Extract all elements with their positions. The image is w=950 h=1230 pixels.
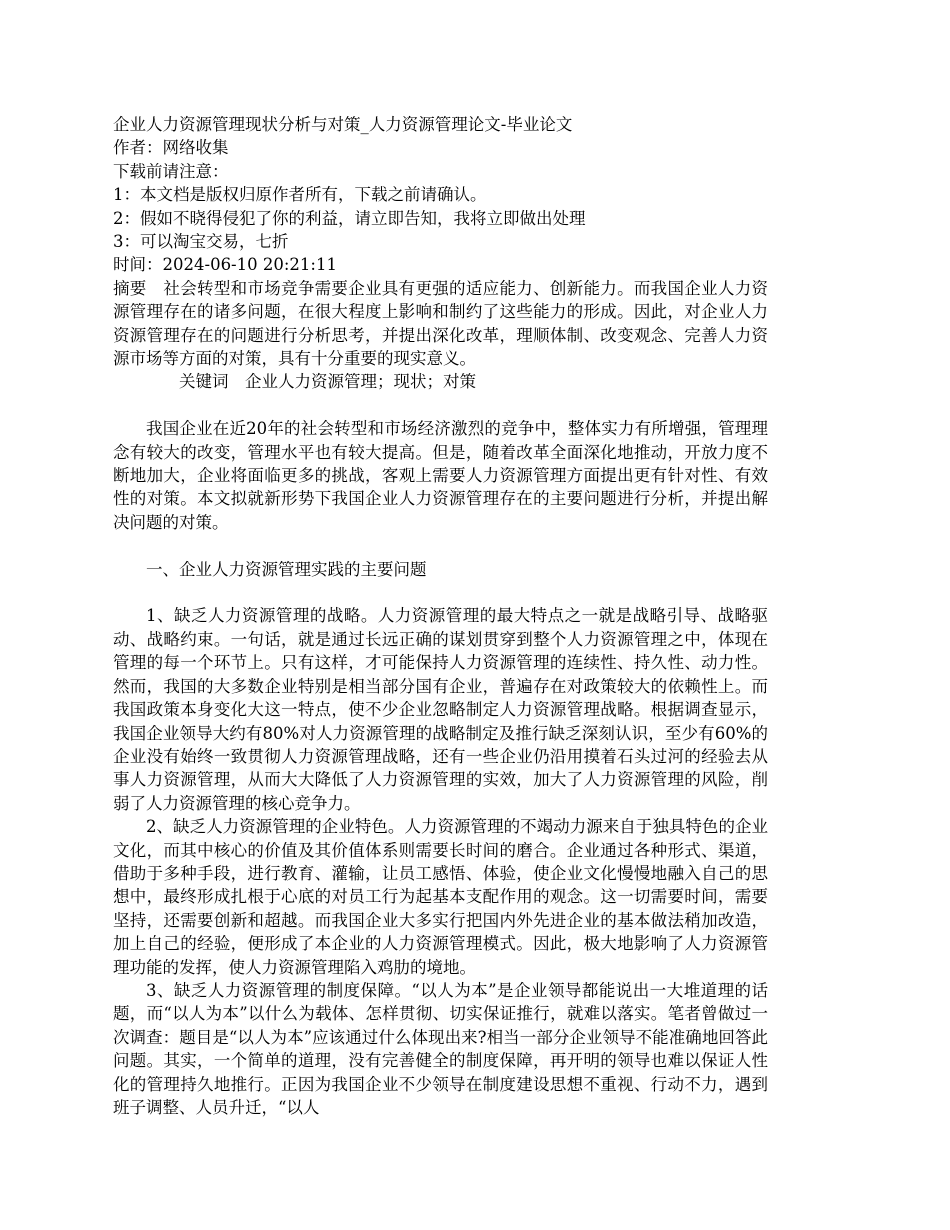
document-page — [113, 113, 768, 1119]
spacer — [113, 581, 768, 604]
notice-item-3: 3：可以淘宝交易，七折 — [113, 232, 289, 252]
spacer — [113, 394, 768, 417]
abstract-paragraph: 摘要 社会转型和市场竞争需要企业具有更强的适应能力、创新能力。而我国企业人力资源管理存在的诸多问题，在很大程度上影响和制约了这些能力的形成。因此，对企业人力资源管理存在的问题进行分析思考，并提出深化改革，理顺体制、改变观念、完善人力资源市场等方面的对策，具有十分重要的现实意义。 — [113, 278, 768, 369]
notice-item-1: 1：本文档是版权归原作者所有，下载之前请确认。 — [113, 185, 487, 205]
point-paragraph-1: 1、缺乏人力资源管理的战略。人力资源管理的最大特点之一就是战略引导、战略驱动、战略约束。一句话，就是通过长远正确的谋划贯穿到整个人力资源管理之中，体现在管理的每一个环节上。只有这样，才可能保持人力资源管理的连续性、持久性、动力性。然而，我国的大多数企业特别是相当部分国有企业，普遍存在对政策较大的依赖性上。而我国政策本身变化大这一特点，使不少企业忽略制定人力资源管理战略。根据调查显示，我国企业领导大约有80%对人力资源管理的战略制定及推行缺乏深刻认识，至少有60%的企业没有始终一致贯彻人力资源管理战略，还有一些企业仍沿用摸着石头过河的经验去从事人力资源管理，从而大大降低了人力资源管理的实效，加大了人力资源管理的风险，削弱了人力资源管理的核心竞争力。 — [113, 606, 768, 813]
keywords-label: 关键词 — [179, 372, 229, 392]
document-title: 企业人力资源管理现状分析与对策_人力资源管理论文-毕业论文 — [113, 115, 573, 134]
spacer — [113, 534, 768, 557]
notice-item-2: 2：假如不晓得侵犯了你的利益，请立即告知，我将立即做出处理 — [113, 208, 586, 228]
section-heading-1: 一、企业人力资源管理实践的主要问题 — [146, 559, 427, 579]
intro-paragraph: 我国企业在近20年的社会转型和市场经济激烈的竞争中，整体实力有所增强，管理理念有较大的改变，管理水平也有较大提高。但是，随着改革全面深化地推动，开放力度不断地加大，企业将面临更多的挑战，客观上需要人力资源管理方面提出更有针对性、有效性的对策。本文拟就新形势下我国企业人力资源管理存在的主要问题进行分析，并提出解决问题的对策。 — [113, 419, 768, 532]
document-time: 时间：2024-06-10 20:21:11 — [113, 255, 337, 275]
notice-heading: 下载前请注意： — [113, 161, 229, 181]
keywords-text: 企业人力资源管理；现状；对策 — [245, 372, 476, 392]
point-paragraph-3: 3、缺乏人力资源管理的制度保障。“以人为本”是企业领导都能说出一大堆道理的话题，而“以人为本”以什么为载体、怎样贯彻、切实保证推行，就难以落实。笔者曾做过一次调查：题目是“以人为本”应该通过什么体现出来?相当一部分企业领导不能准确地回答此问题。其实，一个简单的道理，没有完善健全的制度保障，再开明的领导也难以保证人性化的管理持久地推行。正因为我国企业不少领导在制度建设思想不重视、行动不力，遇到班子调整、人员升迁，“以人 — [113, 980, 768, 1118]
keywords-line — [113, 370, 768, 393]
document-author: 作者：网络收集 — [113, 138, 229, 158]
point-paragraph-2: 2、缺乏人力资源管理的企业特色。人力资源管理的不竭动力源来自于独具特色的企业文化，而其中核心的价值及其价值体系则需要长时间的磨合。企业通过各种形式、渠道，借助于多种手段，进行教育、灌输，让员工感悟、体验，使企业文化慢慢地融入自己的思想中，最终形成扎根于心底的对员工行为起基本支配作用的观念。这一切需要时间，需要坚持，还需要创新和超越。而我国企业大多实行把国内外先进企业的基本做法稍加改造，加上自己的经验，便形成了本企业的人力资源管理模式。因此，极大地影响了人力资源管理功能的发挥，使人力资源管理陷入鸡肋的境地。 — [113, 817, 768, 977]
